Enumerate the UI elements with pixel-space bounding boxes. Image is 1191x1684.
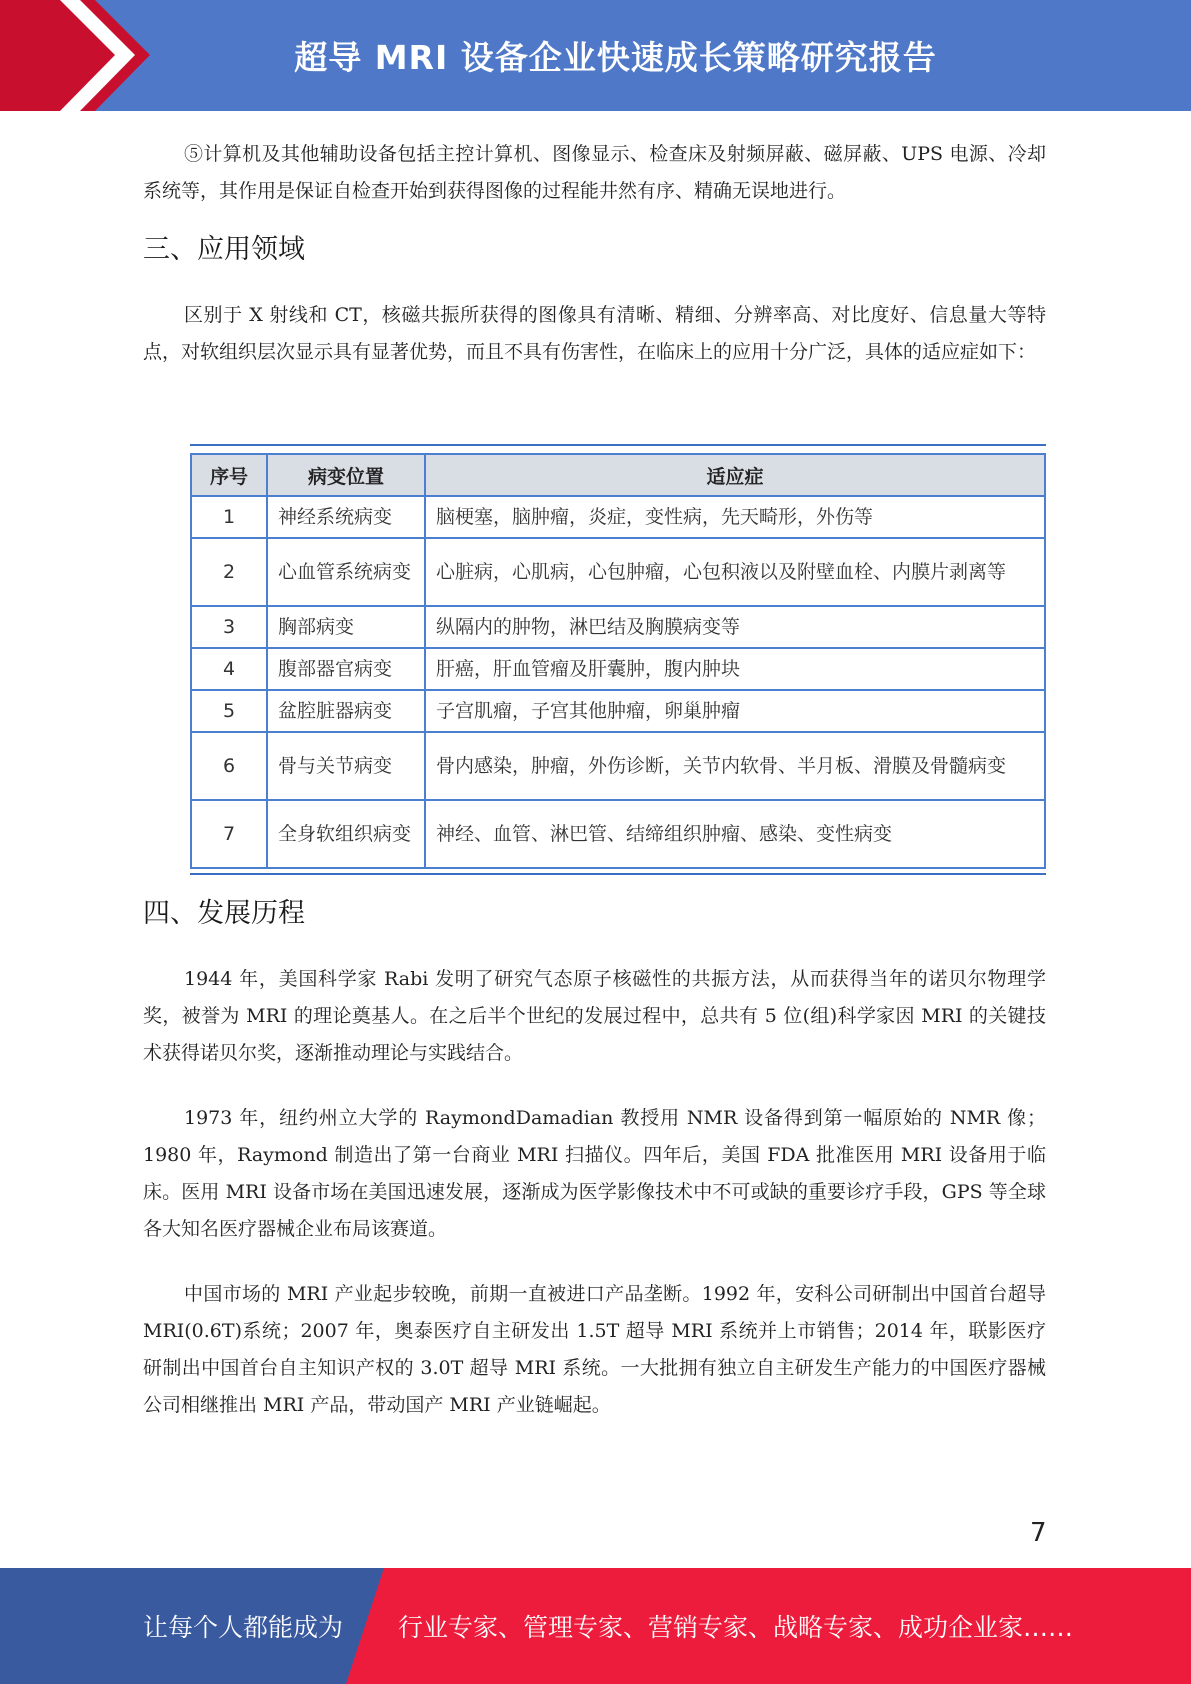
table-row [191, 496, 1045, 538]
indications-table-container [190, 444, 1046, 875]
lesion-location: 腹部器官病变 [267, 648, 425, 690]
row-number: 6 [191, 732, 267, 800]
history-paragraph-3: 中国市场的 MRI 产业起步较晚，前期一直被进口产品垄断。1992 年，安科公司研制出中国首台超导 MRI(0.6T)系统；2007 年，奥泰医疗自主研发出 1.5T 超导 MRI 系统并上市销售；2014 年，联影医疗研制出中国首台自主知识产权的 3.0T 超导 MRI 系统。一大批拥有独立自主研发生产能力的中国医疗器械公司相继推出 MRI 产品，带动国产 MRI 产业链崛起。 [143, 1283, 1046, 1416]
indications: 心脏病，心肌病，心包肿瘤，心包积液以及附壁血栓、内膜片剥离等 [425, 538, 1045, 606]
history-paragraph-2: 1973 年，纽约州立大学的 RaymondDamadian 教授用 NMR 设备得到第一幅原始的 NMR 像；1980 年，Raymond 制造出了第一台商业 MRI 扫描仪。四年后，美国 FDA 批准医用 MRI 设备用于临床。医用 MRI 设备市场在美国迅速发展，逐渐成为医学影像技术中不可或缺的重要诊疗手段，GPS 等全球各大知名医疗器械企业布局该赛道。 [143, 1107, 1046, 1240]
indications: 纵隔内的肿物，淋巴结及胸膜病变等 [425, 606, 1045, 648]
header-title: 超导 MRI 设备企业快速成长策略研究报告 [294, 38, 937, 77]
lesion-location: 心血管系统病变 [267, 538, 425, 606]
lesion-location: 盆腔脏器病变 [267, 690, 425, 732]
column-header-location: 病变位置 [267, 454, 425, 496]
page-footer [0, 1568, 1191, 1684]
intro-paragraph: ⑤计算机及其他辅助设备包括主控计算机、图像显示、检查床及射频屏蔽、磁屏蔽、UPS 电源、冷却系统等，其作用是保证自检查开始到获得图像的过程能井然有序、精确无误地进行。 [143, 143, 1046, 202]
table-row [191, 690, 1045, 732]
column-header-number: 序号 [191, 454, 267, 496]
row-number: 7 [191, 800, 267, 868]
row-number: 4 [191, 648, 267, 690]
history-paragraph-1: 1944 年，美国科学家 Rabi 发明了研究气态原子核磁性的共振方法，从而获得当年的诺贝尔物理学奖，被誉为 MRI 的理论奠基人。在之后半个世纪的发展过程中，总共有 5 位(组)科学家因 MRI 的关键技术获得诺贝尔奖，逐渐推动理论与实践结合。 [143, 968, 1046, 1064]
indications: 子宫肌瘤，子宫其他肿瘤，卵巢肿瘤 [425, 690, 1045, 732]
footer-slogan-left: 让每个人都能成为 [143, 1613, 344, 1642]
section-heading-applications: 三、应用领域 [143, 234, 305, 265]
indications: 神经、血管、淋巴管、结缔组织肿瘤、感染、变性病变 [425, 800, 1045, 868]
lesion-location: 胸部病变 [267, 606, 425, 648]
lesion-location: 全身软组织病变 [267, 800, 425, 868]
row-number: 1 [191, 496, 267, 538]
lesion-location: 神经系统病变 [267, 496, 425, 538]
footer-slogan-right: 行业专家、管理专家、营销专家、战略专家、成功企业家…… [398, 1613, 1074, 1642]
lesion-location: 骨与关节病变 [267, 732, 425, 800]
indications: 骨内感染，肿瘤，外伤诊断，关节内软骨、半月板、滑膜及骨髓病变 [425, 732, 1045, 800]
table-row [191, 732, 1045, 800]
row-number: 3 [191, 606, 267, 648]
column-header-indications: 适应症 [425, 454, 1045, 496]
table-row [191, 606, 1045, 648]
table-row [191, 538, 1045, 606]
header-arrow-accent [0, 0, 160, 111]
applications-paragraph: 区别于 X 射线和 CT，核磁共振所获得的图像具有清晰、精细、分辨率高、对比度好、信息量大等特点，对软组织层次显示具有显著优势，而且不具有伤害性，在临床上的应用十分广泛，具体的适应症如下： [143, 304, 1046, 363]
indications: 肝癌，肝血管瘤及肝囊肿，腹内肿块 [425, 648, 1045, 690]
page-number: 7 [1030, 1518, 1047, 1548]
table-header-row [191, 454, 1045, 496]
table-row [191, 648, 1045, 690]
indications: 脑梗塞，脑肿瘤，炎症，变性病，先天畸形，外伤等 [425, 496, 1045, 538]
row-number: 5 [191, 690, 267, 732]
indications-table [190, 453, 1046, 869]
row-number: 2 [191, 538, 267, 606]
section-heading-history: 四、发展历程 [143, 898, 305, 929]
table-row [191, 800, 1045, 868]
page-header [0, 0, 1191, 111]
